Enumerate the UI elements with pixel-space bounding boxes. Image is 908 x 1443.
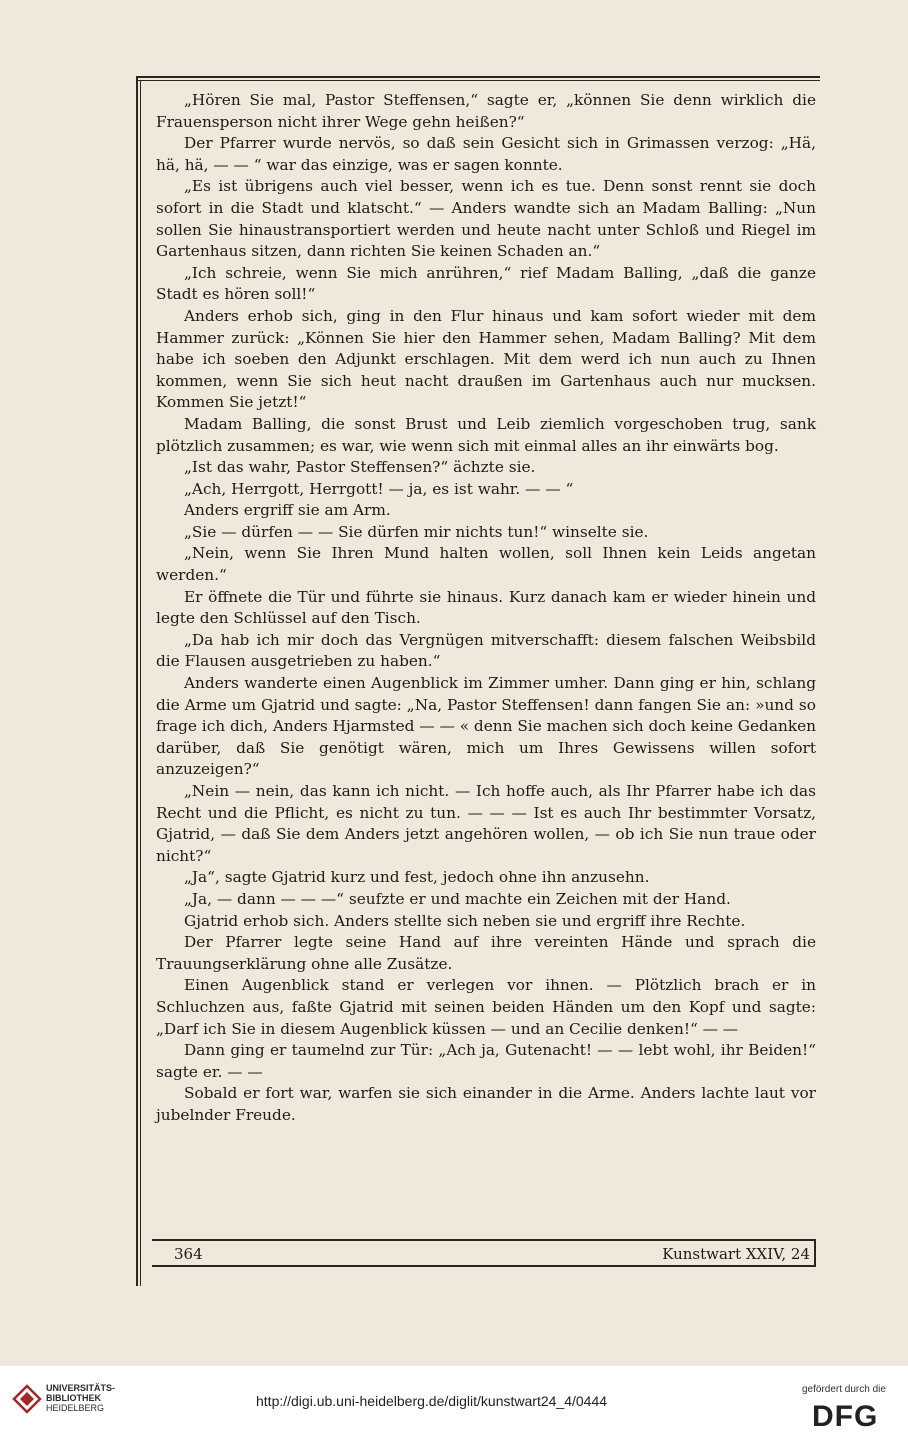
page-border-left-inner bbox=[140, 80, 141, 1286]
paragraph: Er öffnete die Tür und führte sie hinaus. Kurz danach kam er wieder hinein und legte den Schlüssel auf den Tisch. bbox=[156, 587, 816, 628]
paragraph: „Es ist übrigens auch viel besser, wenn ich es tue. Denn sonst rennt sie doch sofort in die Stadt und klatscht.“ — Anders wandte sich an Madam Balling: „Nun sollen Sie hinaustransportiert werden und heute nacht unter Schloß und Riegel im Gartenhaus sitzen, dann richten Sie keinen Schaden an.“ bbox=[156, 177, 816, 261]
paragraph: Anders wanderte einen Augenblick im Zimmer umher. Dann ging er hin, schlang die Arme um Gjatrid und sagte: „Na, Pastor Steffensen! dann fangen Sie an: »und so frage ich dich, Anders Hjarmsted — — « denn Sie machen sich doch keine Gedanken darüber, daß Sie genötigt wären, mich um Ihres Gewissens willen sofort anzuzeigen?“ bbox=[156, 674, 816, 779]
funded-by-label: gefördert durch die bbox=[802, 1384, 886, 1395]
page-border-top bbox=[136, 76, 820, 78]
paragraph: „Da hab ich mir doch das Vergnügen mitverschafft: diesem falschen Weibsbild die Flausen ausgetrieben zu haben.“ bbox=[156, 630, 816, 671]
journal-reference: Kunstwart XXIV, 24 bbox=[662, 1245, 810, 1263]
paragraph: „Ja“, sagte Gjatrid kurz und fest, jedoch ohne ihn anzusehn. bbox=[184, 868, 650, 887]
logo-line: HEIDELBERG bbox=[46, 1403, 105, 1413]
page-border-top-inner bbox=[136, 80, 820, 81]
paragraph: „Ich schreie, wenn Sie mich anrühren,“ rief Madam Balling, „daß die ganze Stadt es hören soll!“ bbox=[156, 263, 816, 304]
paragraph: „Hören Sie mal, Pastor Steffensen,“ sagte er, „können Sie denn wirklich die Frauensperson nicht ihrer Wege gehn heißen?“ bbox=[156, 91, 816, 131]
paragraph: „Sie — dürfen — — Sie dürfen mir nichts tun!“ winselte sie. bbox=[184, 522, 649, 541]
library-logo-icon bbox=[12, 1384, 42, 1414]
body-text bbox=[156, 90, 816, 1127]
paragraph: Anders ergriff sie am Arm. bbox=[184, 501, 391, 520]
dfg-logo[interactable]: DFG bbox=[812, 1400, 879, 1433]
paragraph: Sobald er fort war, warfen sie sich einander in die Arme. Anders lachte laut vor jubelnder Freude. bbox=[156, 1084, 816, 1124]
paragraph: „Ja, — dann — — —“ seufzte er und machte ein Zeichen mit der Hand. bbox=[184, 889, 731, 908]
page-number: 364 bbox=[174, 1245, 203, 1263]
paragraph: Anders erhob sich, ging in den Flur hinaus und kam sofort wieder mit dem Hammer zurück: „Können Sie hier den Hammer sehen, Madam Balling? Mit dem habe ich soeben den Adjunkt erschlagen. Mit dem werd ich nun auch zu Ihnen kommen, wenn Sie sich heut nacht draußen im Gartenhaus auch nur mucksen. Kommen Sie jetzt!“ bbox=[156, 306, 816, 412]
paragraph: Madam Balling, die sonst Brust und Leib ziemlich vorgeschoben trug, sank plötzlich zusammen; es war, wie wenn sich mit einmal alles an ihr einwärts bog. bbox=[156, 414, 816, 455]
logo-line: UNIVERSITÄTS- bbox=[46, 1383, 116, 1393]
paragraph: Der Pfarrer wurde nervös, so daß sein Gesicht sich in Grimassen verzog: „Hä, hä, hä, — — “ war das einzige, was er sagen konnte. bbox=[156, 134, 816, 174]
paragraph: Einen Augenblick stand er verlegen vor ihnen. — Plötzlich brach er in Schluchzen aus, faßte Gjatrid mit seinen beiden Händen um den Kopf und sagte: „Darf ich Sie in diesem Augenblick küssen — und an Cecilie denken!“ — — bbox=[156, 976, 816, 1038]
paragraph: Dann ging er taumelnd zur Tür: „Ach ja, Gutenacht! — — lebt wohl, ihr Beiden!“ sagte er. — — bbox=[156, 1041, 816, 1081]
paragraph: Der Pfarrer legte seine Hand auf ihre vereinten Hände und sprach die Trauungserklärung ohne alle Zusätze. bbox=[156, 933, 816, 973]
paragraph: „Ach, Herrgott, Herrgott! — ja, es ist wahr. — — “ bbox=[184, 479, 574, 498]
logo-line: BIBLIOTHEK bbox=[46, 1393, 101, 1403]
library-logo-text[interactable] bbox=[46, 1383, 115, 1413]
source-url-link[interactable]: http://digi.ub.uni-heidelberg.de/diglit/kunstwart24_4/0444 bbox=[256, 1393, 608, 1409]
paragraph: „Nein — nein, das kann ich nicht. — Ich hoffe auch, als Ihr Pfarrer habe ich das Recht und die Pflicht, es nicht zu tun. — — — Ist es auch Ihr bestimmter Vorsatz, Gjatrid, — daß Sie dem Anders jetzt angehören wollen, — ob ich Sie nun traue oder nicht?“ bbox=[156, 782, 816, 865]
paragraph: Gjatrid erhob sich. Anders stellte sich neben sie und ergriff ihre Rechte. bbox=[184, 911, 746, 930]
page-border-left bbox=[136, 76, 138, 1286]
paragraph: „Nein, wenn Sie Ihren Mund halten wollen, soll Ihnen kein Leids angetan werden.“ bbox=[156, 544, 816, 585]
paragraph: „Ist das wahr, Pastor Steffensen?“ ächzte sie. bbox=[184, 458, 536, 477]
